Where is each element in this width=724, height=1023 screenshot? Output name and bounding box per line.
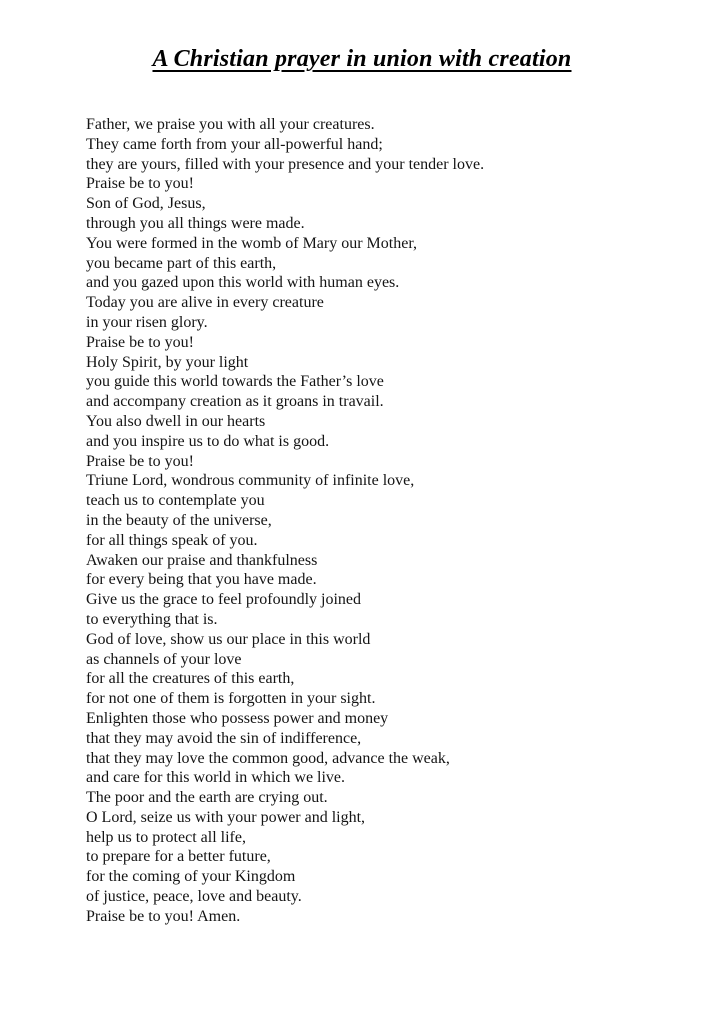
poem-body	[86, 115, 638, 927]
poem-line: Father, we praise you with all your creatures.	[86, 116, 375, 133]
poem-line: in your risen glory.	[86, 313, 208, 331]
poem-line: you guide this world towards the Father’s love	[86, 373, 384, 391]
poem-line: you became part of this earth,	[86, 254, 277, 272]
poem-line: Praise be to you!	[86, 452, 194, 470]
poem-line: and you gazed upon this world with human eyes.	[86, 274, 400, 292]
poem-line: and accompany creation as it groans in travail.	[86, 393, 384, 411]
poem-line: O Lord, seize us with your power and light,	[86, 808, 366, 826]
poem-line: for not one of them is forgotten in your sight.	[86, 690, 376, 708]
poem-line: and care for this world in which we live.	[86, 769, 346, 787]
poem-line: Give us the grace to feel profoundly joined	[86, 591, 362, 609]
poem-line: to prepare for a better future,	[86, 848, 271, 866]
poem-line: Praise be to you! Amen.	[86, 907, 241, 925]
poem-line: teach us to contemplate you	[86, 492, 265, 510]
page-title: A Christian prayer in union with creation	[152, 46, 572, 72]
poem-line: Enlighten those who possess power and money	[86, 709, 389, 727]
poem-line: through you all things were made.	[86, 214, 305, 232]
poem-line: for all the creatures of this earth,	[86, 670, 295, 688]
poem-line: for the coming of your Kingdom	[86, 868, 296, 886]
poem-line: to everything that is.	[86, 610, 218, 628]
poem-line: as channels of your love	[86, 650, 242, 668]
poem-line: that they may love the common good, advance the weak,	[86, 749, 450, 767]
poem-line: Praise be to you!	[86, 175, 194, 193]
poem-line: The poor and the earth are crying out.	[86, 789, 328, 807]
poem-line: Holy Spirit, by your light	[86, 353, 249, 371]
poem-line: they are yours, filled with your presence and your tender love.	[86, 155, 485, 173]
poem-line: in the beauty of the universe,	[86, 511, 272, 529]
poem-line: They came forth from your all-powerful hand;	[86, 135, 383, 153]
poem-line: for every being that you have made.	[86, 571, 317, 589]
poem-line: Praise be to you!	[86, 333, 194, 351]
poem-line: for all things speak of you.	[86, 531, 258, 549]
poem-line: God of love, show us our place in this world	[86, 630, 371, 648]
poem-line: that they may avoid the sin of indifference,	[86, 729, 362, 747]
poem-line: Triune Lord, wondrous community of infinite love,	[86, 472, 415, 490]
poem-line: Son of God, Jesus,	[86, 195, 206, 213]
poem-line: You were formed in the womb of Mary our Mother,	[86, 234, 418, 252]
poem-line: help us to protect all life,	[86, 828, 246, 846]
poem-line: of justice, peace, love and beauty.	[86, 888, 302, 906]
poem-line: and you inspire us to do what is good.	[86, 432, 330, 450]
poem-line: Awaken our praise and thankfulness	[86, 551, 318, 569]
poem-line: Today you are alive in every creature	[86, 294, 324, 312]
poem-line: You also dwell in our hearts	[86, 412, 266, 430]
